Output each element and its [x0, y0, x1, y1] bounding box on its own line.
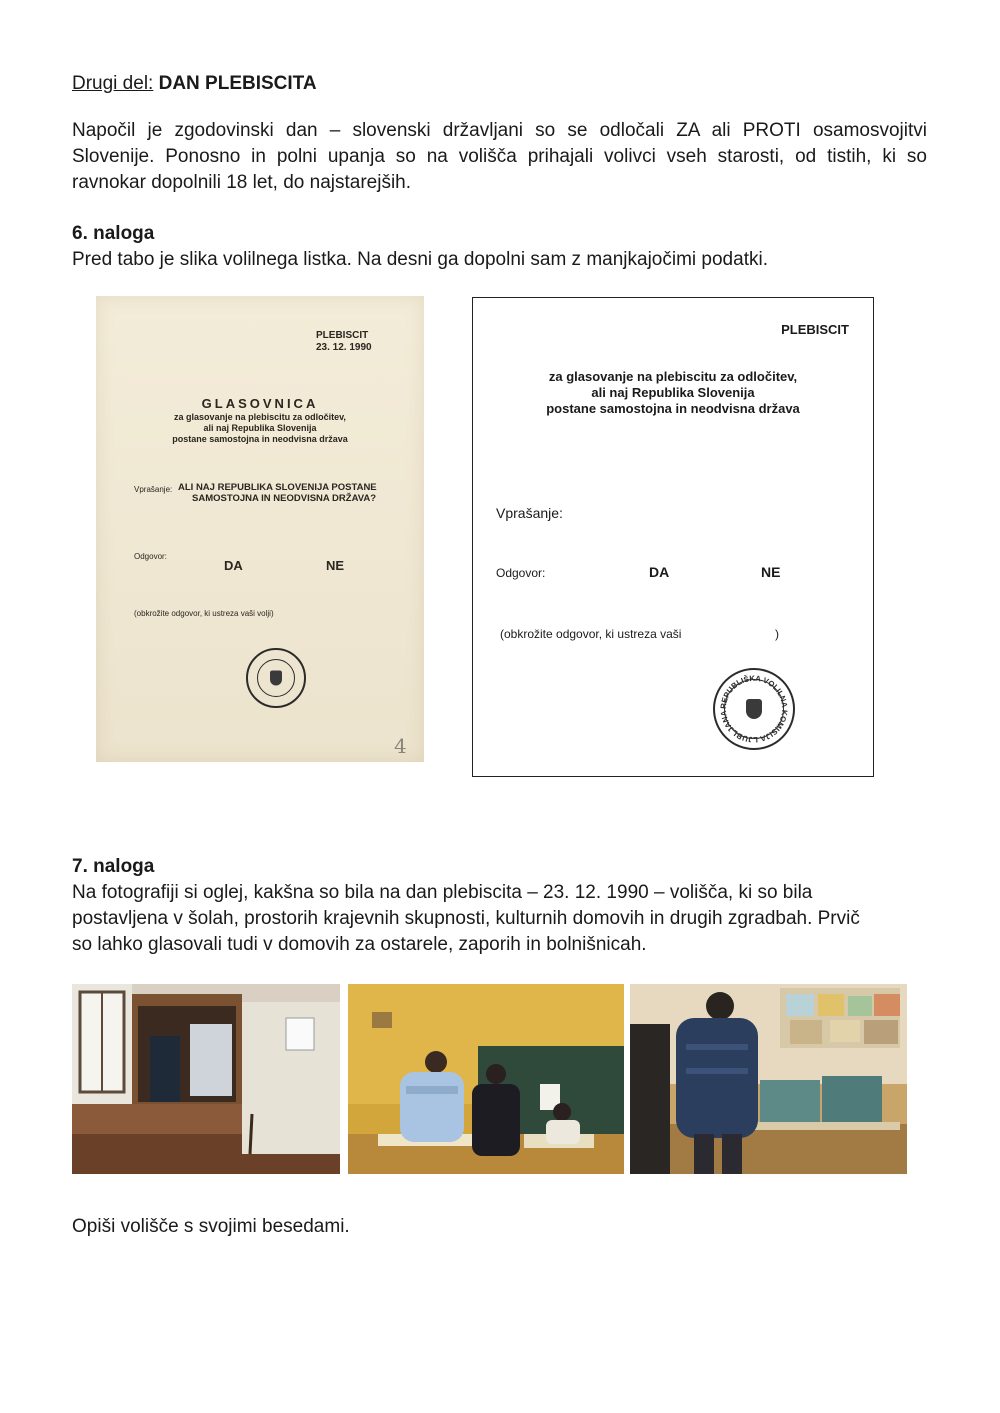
ballot-photo-question-2: SAMOSTOJNA IN NEODVISNA DRŽAVA? — [192, 493, 377, 504]
task7-line-1: Na fotografiji si oglej, kakšna so bila na dan plebiscita – 23. 12. 1990 – volišča, ki so bila — [72, 882, 813, 903]
ballot-form-no: NE — [761, 564, 781, 580]
ballot-photo-header — [316, 330, 372, 354]
ballot-photo-answer-label: Odgovor: — [134, 552, 167, 561]
ballot-photo-header-line-1: PLEBISCIT — [316, 330, 369, 341]
task7-line-3: so lahko glasovali tudi v domovih za ostarele, zaporih in bolnišnicah. — [72, 934, 647, 955]
section-title: DAN PLEBISCITA — [158, 73, 317, 94]
task6-instruction: Pred tabo je slika volilnega listka. Na desni ga dopolni sam z manjkajočimi podatki. — [72, 249, 768, 270]
polling-station-photo-3 — [630, 984, 907, 1174]
ballot-form-question-label: Vprašanje: — [496, 505, 563, 521]
original-ballot-photo — [96, 296, 424, 762]
ballot-form-answer-label: Odgovor: — [496, 566, 546, 580]
ballot-form-sub-3: postane samostojna in neodvisna država — [546, 401, 800, 416]
ballot-photo-no: NE — [326, 558, 345, 573]
intro-line-3: ravnokar dopolnili 18 let, do najstarejših. — [72, 172, 412, 193]
ballot-photo-question-label: Vprašanje: — [134, 485, 173, 494]
polling-station-photo-1 — [72, 984, 340, 1174]
ballot-form-sub-2: ali naj Republika Slovenija — [591, 385, 755, 400]
polling-station-photo-2 — [348, 984, 624, 1174]
ballot-form — [472, 297, 874, 777]
intro-paragraph — [72, 118, 927, 196]
ballot-form-yes: DA — [649, 564, 670, 580]
ballot-form-sub-1: za glasovanje na plebiscitu za odločitev, — [548, 369, 798, 384]
ballot-photo-sub-2: ali naj Republika Slovenija — [203, 423, 317, 433]
stamp-icon — [713, 668, 795, 750]
task7-line-2: postavljena v šolah, prostorih krajevnih skupnosti, kulturnih domovih in drugih zgradbah. Prvič — [72, 908, 860, 929]
task7-heading: 7. naloga — [72, 856, 155, 877]
ballot-photo-subtitle — [96, 412, 424, 445]
intro-line-2: Slovenije. Ponosno in polni upanja so na volišča prihajali volivci vseh starosti, od tistih, ki so — [72, 146, 927, 167]
ballot-photo-question-1: ALI NAJ REPUBLIKA SLOVENIJA POSTANE — [178, 482, 377, 493]
ballot-photo-title: GLASOVNICA — [201, 396, 319, 411]
section-heading — [72, 71, 317, 97]
ballot-photo-page-number: 4 — [394, 734, 407, 758]
ballot-form-note: (obkrožite odgovor, ki ustreza vaši — [500, 627, 682, 641]
ballot-photo-sub-1: za glasovanje na plebiscitu za odločitev, — [174, 412, 346, 422]
task7-paragraph — [72, 880, 932, 958]
svg-text:REPUBLIŠKA VOLILNA KOMISIJA LJ: REPUBLIŠKA VOLILNA KOMISIJA LJUBLJANA — [718, 673, 790, 745]
section-prefix: Drugi del: — [72, 73, 154, 94]
intro-line-1: Napočil je zgodovinski dan – slovenski državljani so se odločali ZA ali PROTI osamosvojitvi — [72, 120, 927, 141]
ballot-form-subtitle — [473, 369, 873, 417]
closing-prompt: Opiši volišče s svojimi besedami. — [72, 1216, 350, 1237]
stamp-icon — [246, 648, 306, 708]
ballot-form-header: PLEBISCIT — [781, 322, 849, 337]
ballot-form-note-end: ) — [775, 627, 779, 641]
ballot-photo-sub-3: postane samostojna in neodvisna država — [172, 434, 348, 444]
task6-heading: 6. naloga — [72, 223, 155, 244]
ballot-photo-yes: DA — [224, 558, 243, 573]
ballot-photo-question — [178, 482, 377, 504]
ballot-photo-header-line-2: 23. 12. 1990 — [316, 342, 372, 353]
ballot-photo-note: (obkrožite odgovor, ki ustreza vaši volji) — [134, 609, 274, 618]
stamp-ring-text — [715, 670, 793, 748]
